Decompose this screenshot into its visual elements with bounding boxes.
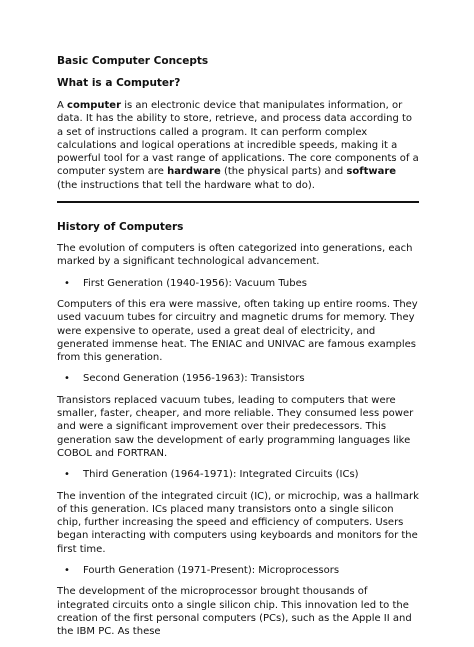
bullet-icon: • bbox=[64, 565, 70, 577]
intro-text-2: is an electronic device that manipulates information, or data. It has the ability to store, retrieve, and process data according to a set of instructions called a program. It can perform complex calculations and logical operations at incredible speeds, making it a powerful tool for a vast range of applications. The core components of a computer system are bbox=[57, 100, 419, 178]
generation-label: First Generation (1940-1956): Vacuum Tubes bbox=[83, 277, 307, 289]
intro-text-1: A bbox=[57, 100, 68, 111]
generation-text-2: Transistors replaced vacuum tubes, leading to computers that were smaller, faster, cheaper, and more reliable. They consumed less power and were a significant improvement over their predecessors. This generation saw the development of early programming languages like COBOL and FORTRAN. bbox=[57, 394, 414, 459]
generation-label: Fourth Generation (1971-Present): Microprocessors bbox=[83, 565, 340, 577]
intro-text-4: (the instructions that tell the hardware what to do). bbox=[57, 179, 315, 191]
generation-bullet-2 bbox=[57, 372, 419, 385]
generation-text-1: Computers of this era were massive, often taking up entire rooms. They used vacuum tubes for circuitry and magnetic drums for memory. They were expensive to operate, used a great deal of electricity, and generated immense heat. The ENIAC and UNIVAC are famous examples from this generation. bbox=[57, 298, 418, 364]
intro-text-3: (the physical parts) and bbox=[220, 166, 347, 178]
document-title: Basic Computer Concepts bbox=[57, 55, 209, 67]
generation-bullet-1 bbox=[57, 277, 419, 290]
generation-label: Third Generation (1964-1971): Integrated Circuits (ICs) bbox=[83, 469, 359, 481]
bullet-icon: • bbox=[64, 373, 70, 385]
generation-text-3: The invention of the integrated circuit (IC), or microchip, was a hallmark of this generation. ICs placed many transistors onto a single silicon chip, further increasing the speed and efficiency of computers. Users began interacting with computers using keyboards and monitors for the first time. bbox=[57, 490, 419, 555]
history-intro: The evolution of computers is often categorized into generations, each marked by a significant technological advancement. bbox=[57, 243, 413, 268]
horizontal-rule bbox=[57, 201, 419, 203]
intro-bold-software: software bbox=[346, 166, 397, 178]
bullet-icon: • bbox=[64, 277, 70, 289]
section-subtitle: What is a Computer? bbox=[57, 77, 181, 89]
generation-label: Second Generation (1956-1963): Transistors bbox=[83, 373, 305, 385]
intro-bold-hardware: hardware bbox=[167, 166, 221, 178]
intro-bold-computer: computer bbox=[67, 100, 122, 111]
document-page bbox=[57, 54, 419, 647]
bullet-icon: • bbox=[64, 469, 70, 481]
history-heading: History of Computers bbox=[57, 221, 184, 234]
generation-text-4: The development of the microprocessor brought thousands of integrated circuits onto a single silicon chip. This innovation led to the creation of the first personal computers (PCs), such as the Apple II and the IBM PC. As these bbox=[57, 586, 412, 638]
generation-bullet-4 bbox=[57, 564, 419, 577]
intro-paragraph bbox=[57, 99, 419, 192]
generation-bullet-3 bbox=[57, 468, 419, 481]
